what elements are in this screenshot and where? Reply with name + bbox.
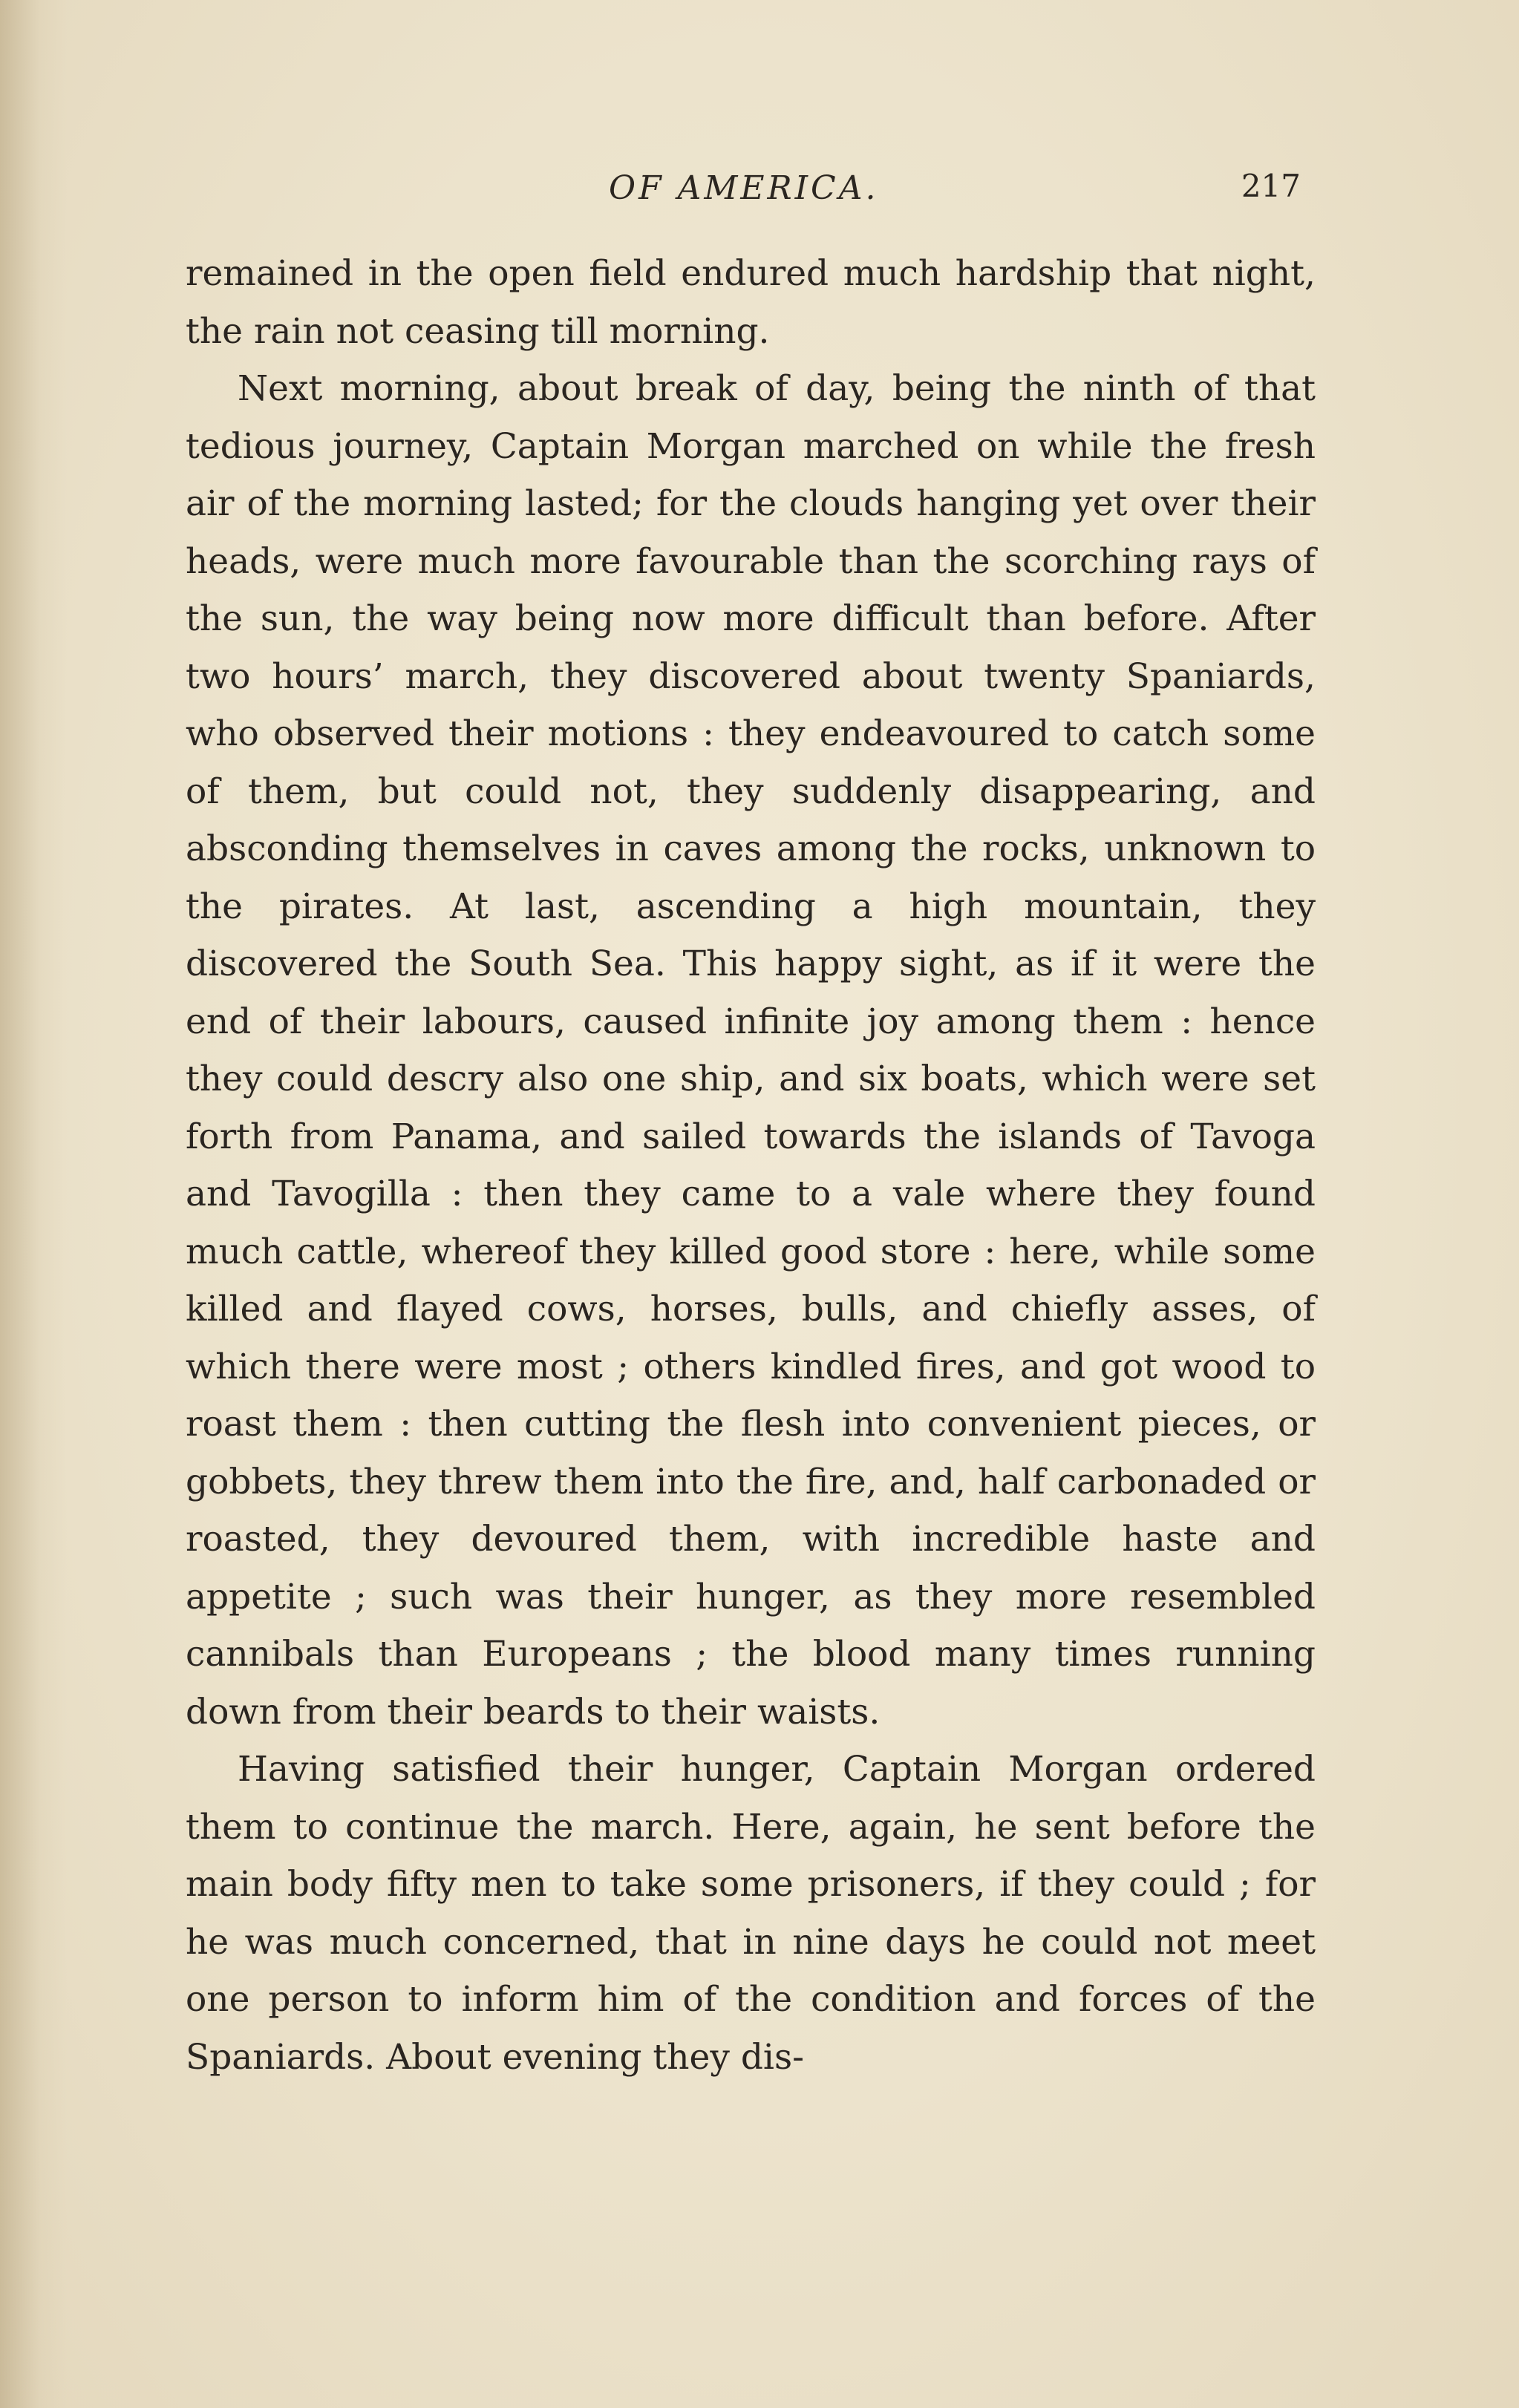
page-number: 217: [1241, 168, 1301, 204]
binding-gutter-shadow: [0, 0, 67, 2408]
paragraph-continuation: remained in the open field endured much hardship that night, the rain not ceasing till morning.: [186, 253, 1316, 352]
running-head: OF AMERICA.: [609, 169, 879, 207]
paragraph-continue-march: Having satisfied their hunger, Captain Morgan ordered them to continue the march. Here, again, he sent before the main body fifty men to take some prisoners, if they could ; for he was much concerned, that in nine days he could not meet one person to inform him of the condition and forces of the Spaniards. About evening they dis-: [186, 1749, 1316, 2078]
body-text: [186, 245, 1316, 2086]
page-header: [186, 166, 1316, 218]
paragraph-ninth-day-march: Next morning, about break of day, being the ninth of that tedious journey, Captain Morgan marched on while the fresh air of the morning lasted; for the clouds hanging yet over their heads, were much more favourable than the scorching rays of the sun, the way being now more difficult than before. After two hours’ march, they discovered about twenty Spaniards, who observed their motions : they endeavoured to catch some of them, but could not, they suddenly disappearing, and absconding themselves in caves among the rocks, unknown to the pirates. At last, ascending a high mountain, they discovered the South Sea. This happy sight, as if it were the end of their labours, caused infinite joy among them : hence they could descry also one ship, and six boats, which were set forth from Panama, and sailed towards the islands of Tavoga and Tavogilla : then they came to a vale where they found much cattle, whereof they killed good store : here, while some killed and flayed cows, horses, bulls, and chiefly asses, of which there were most ; others kindled fires, and got wood to roast them : then cutting the flesh into convenient pieces, or gobbets, they threw them into the fire, and, half carbonaded or roasted, they devoured them, with incredible haste and appetite ; such was their hunger, as they more resembled cannibals than Europeans ; the blood many times running down from their beards to their waists.: [186, 368, 1316, 1733]
